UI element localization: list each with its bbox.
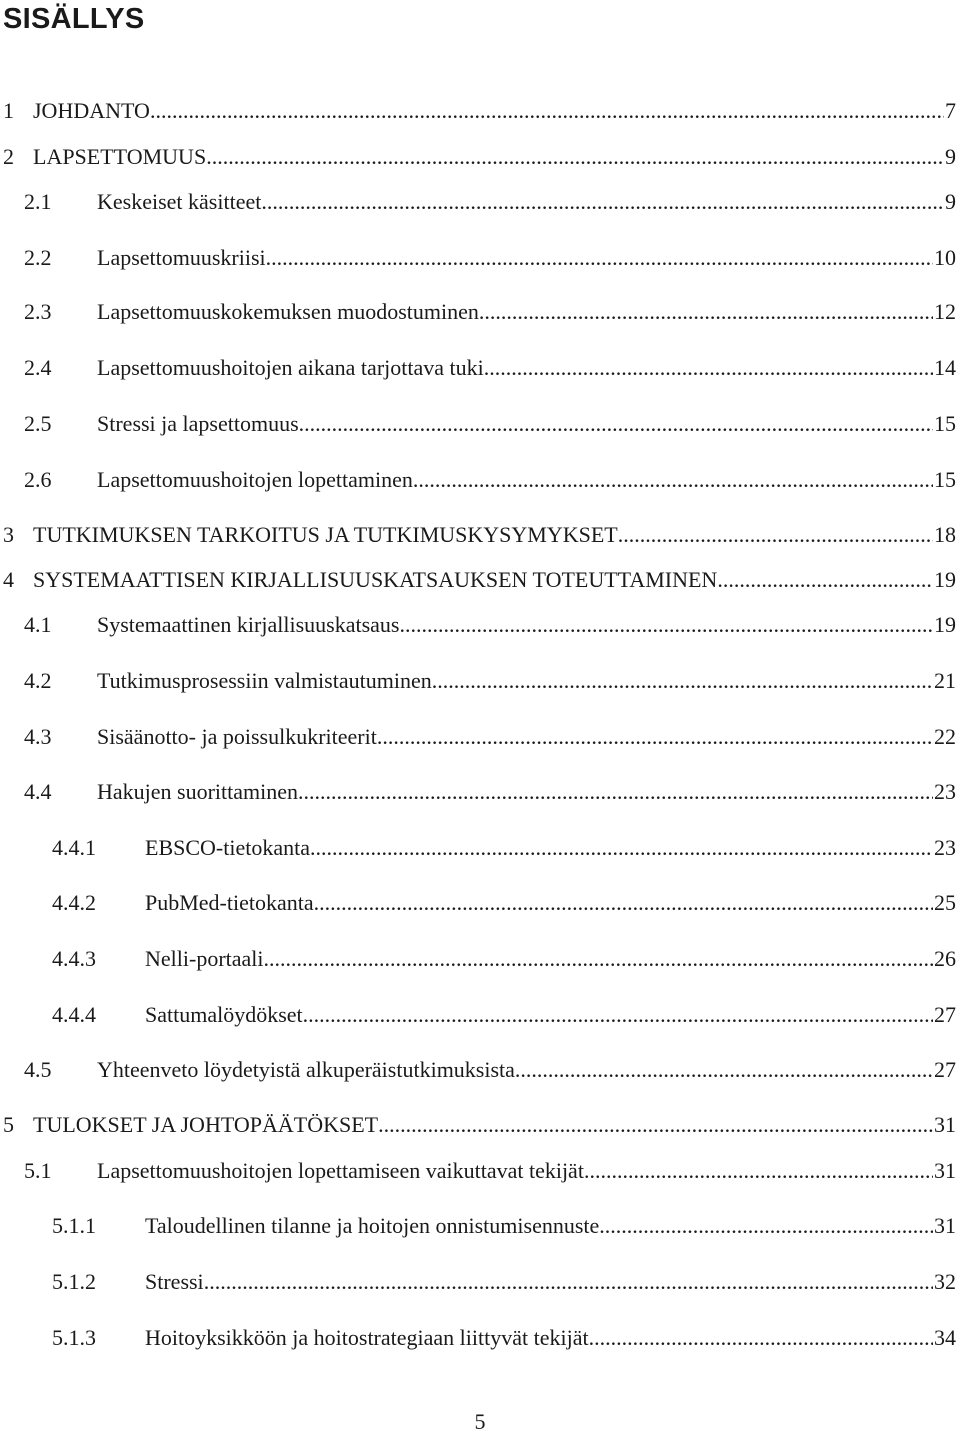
toc-entry-title-line — [145, 1000, 956, 1030]
toc-entry[interactable] — [0, 1000, 958, 1030]
toc-entry-title: Lapsettomuushoitojen aikana tarjottava tuki — [97, 355, 484, 380]
toc-entry-title: Keskeiset käsitteet — [97, 189, 262, 214]
toc-entry-page: 27 — [934, 1002, 956, 1027]
toc-entry-title: Stressi — [145, 1269, 204, 1294]
toc-entry-title-line — [33, 565, 956, 595]
toc-entry[interactable] — [0, 142, 958, 172]
toc-dot-leader — [589, 1323, 933, 1353]
toc-entry-title-line — [33, 96, 956, 126]
toc-entry-page: 26 — [934, 946, 956, 971]
toc-entry-title-line — [145, 833, 956, 863]
toc-entry-number: 5.1.3 — [52, 1325, 96, 1350]
toc-entry-title-line — [145, 888, 956, 918]
toc-entry-page: 14 — [934, 355, 956, 380]
toc-entry-title: SYSTEMAATTISEN KIRJALLISUUSKATSAUKSEN TOTEUTTAMINEN — [33, 567, 718, 592]
toc-entry-page: 25 — [934, 890, 956, 915]
toc-entry[interactable] — [0, 666, 958, 696]
toc-entry-title-line — [33, 520, 956, 550]
toc-entry-number: 2.5 — [24, 411, 52, 436]
toc-entry-page: 9 — [945, 144, 956, 169]
toc-entry-number: 4.4 — [24, 779, 52, 804]
toc-dot-leader — [206, 142, 944, 172]
toc-entry-page: 9 — [945, 189, 956, 214]
toc-entry[interactable] — [0, 944, 958, 974]
toc-dot-leader — [298, 777, 933, 807]
toc-entry[interactable] — [0, 297, 958, 327]
toc-entry-number: 3 — [3, 522, 14, 547]
toc-entry[interactable] — [0, 520, 958, 550]
toc-entry-title: Lapsettomuushoitojen lopettamiseen vaikuttavat tekijät — [97, 1158, 584, 1183]
toc-entry-number: 2 — [3, 144, 14, 169]
toc-dot-leader — [266, 243, 933, 273]
toc-entry-title-line — [97, 409, 956, 439]
toc-entry-number: 2.4 — [24, 355, 52, 380]
toc-dot-leader — [299, 409, 933, 439]
toc-entry-title-line — [145, 1267, 956, 1297]
toc-entry-number: 4.4.3 — [52, 946, 96, 971]
toc-dot-leader — [618, 520, 933, 550]
toc-entry[interactable] — [0, 1267, 958, 1297]
toc-entry-title: Tutkimusprosessiin valmistautuminen — [97, 668, 432, 693]
toc-entry-title-line — [97, 610, 956, 640]
toc-entry[interactable] — [0, 565, 958, 595]
toc-entry-number: 2.2 — [24, 245, 52, 270]
toc-entry-number: 5.1.2 — [52, 1269, 96, 1294]
toc-entry-number: 4 — [3, 567, 14, 592]
toc-dot-leader — [584, 1156, 933, 1186]
toc-entry-title: Taloudellinen tilanne ja hoitojen onnistumisennuste — [145, 1213, 600, 1238]
toc-entry-page: 12 — [934, 299, 956, 324]
toc-entry-title-line — [97, 187, 956, 217]
toc-entry[interactable] — [0, 96, 958, 126]
toc-entry-title: Sisäänotto- ja poissulkukriteerit — [97, 724, 377, 749]
toc-entry-title-line — [97, 1055, 956, 1085]
toc-dot-leader — [264, 944, 933, 974]
toc-entry-title-line — [33, 1110, 956, 1140]
toc-entry[interactable] — [0, 465, 958, 495]
toc-dot-leader — [515, 1055, 933, 1085]
toc-entry[interactable] — [0, 888, 958, 918]
toc-dot-leader — [204, 1267, 933, 1297]
toc-entry-number: 4.2 — [24, 668, 52, 693]
toc-entry-title: Yhteenveto löydetyistä alkuperäistutkimuksista — [97, 1057, 515, 1082]
toc-entry-title-line — [97, 777, 956, 807]
toc-entry[interactable] — [0, 409, 958, 439]
toc-entry-title: Stressi ja lapsettomuus — [97, 411, 299, 436]
toc-entry-number: 4.4.1 — [52, 835, 96, 860]
toc-entry-number: 1 — [3, 98, 14, 123]
toc-entry-number: 2.6 — [24, 467, 52, 492]
toc-entry-page: 7 — [945, 98, 956, 123]
toc-entry-number: 4.4.4 — [52, 1002, 96, 1027]
toc-entry-title-line — [145, 1323, 956, 1353]
toc-entry-title: Hakujen suorittaminen — [97, 779, 299, 804]
toc-dot-leader — [150, 96, 944, 126]
toc-entry[interactable] — [0, 833, 958, 863]
toc-entry-page: 23 — [934, 835, 956, 860]
toc-entry[interactable] — [0, 1323, 958, 1353]
toc-dot-leader — [377, 722, 933, 752]
toc-dot-leader — [413, 465, 933, 495]
page-number: 5 — [474, 1409, 486, 1434]
toc-dot-leader — [378, 1110, 933, 1140]
toc-entry-title: Hoitoyksikköön ja hoitostrategiaan liittyvät tekijät — [145, 1325, 589, 1350]
toc-entry-title: Lapsettomuushoitojen lopettaminen — [97, 467, 413, 492]
toc-dot-leader — [399, 610, 933, 640]
toc-entry-title: PubMed-tietokanta — [145, 890, 314, 915]
toc-dot-leader — [432, 666, 933, 696]
toc-entry-title-line — [97, 666, 956, 696]
toc-entry-number: 4.4.2 — [52, 890, 96, 915]
toc-entry[interactable] — [0, 353, 958, 383]
page-title: SISÄLLYS — [3, 3, 145, 35]
toc-entry-number: 5.1.1 — [52, 1213, 96, 1238]
toc-entry[interactable] — [0, 1211, 958, 1241]
toc-entry-title-line — [97, 297, 956, 327]
toc-dot-leader — [261, 187, 944, 217]
toc-dot-leader — [314, 888, 933, 918]
toc-entry-page: 34 — [934, 1325, 956, 1350]
toc-entry-title: EBSCO-tietokanta — [145, 835, 310, 860]
toc-entry-page: 31 — [934, 1213, 956, 1238]
toc-entry[interactable] — [0, 1110, 958, 1140]
toc-entry-title: JOHDANTO — [33, 98, 150, 123]
toc-entry-page: 19 — [934, 567, 956, 592]
toc-entry-number: 4.1 — [24, 612, 52, 637]
toc-entry-title-line — [145, 944, 956, 974]
toc-entry-number: 4.3 — [24, 724, 52, 749]
toc-entry-page: 19 — [934, 612, 956, 637]
toc-entry-page: 27 — [934, 1057, 956, 1082]
toc-entry-page: 21 — [934, 668, 956, 693]
toc-entry-title: Lapsettomuuskokemuksen muodostuminen — [97, 299, 479, 324]
toc-entry-title: Lapsettomuuskriisi — [97, 245, 266, 270]
toc-dot-leader — [479, 297, 933, 327]
toc-entry-page: 22 — [934, 724, 956, 749]
toc-entry-title: Nelli-portaali — [145, 946, 264, 971]
toc-entry-title-line — [97, 1156, 956, 1186]
toc-entry-page: 31 — [934, 1158, 956, 1183]
toc-entry-page: 18 — [934, 522, 956, 547]
toc-entry-number: 4.5 — [24, 1057, 52, 1082]
toc-entry-title-line — [97, 722, 956, 752]
toc-entry-page: 23 — [934, 779, 956, 804]
toc-entry[interactable] — [0, 722, 958, 752]
toc-entry-title-line — [97, 243, 956, 273]
toc-entry-title: Systemaattinen kirjallisuuskatsaus — [97, 612, 400, 637]
toc-entry-number: 2.1 — [24, 189, 52, 214]
toc-entry-page: 15 — [934, 411, 956, 436]
toc-entry-page: 10 — [934, 245, 956, 270]
toc-entry-number: 5 — [3, 1112, 14, 1137]
toc-entry[interactable] — [0, 187, 958, 217]
toc-entry-title-line — [97, 353, 956, 383]
toc-dot-leader — [717, 565, 933, 595]
toc-dot-leader — [310, 833, 933, 863]
toc-entry-title: LAPSETTOMUUS — [33, 144, 207, 169]
toc-entry[interactable] — [0, 1055, 958, 1085]
toc-entry-page: 31 — [934, 1112, 956, 1137]
toc-entry[interactable] — [0, 1156, 958, 1186]
toc-entry-title: TULOKSET JA JOHTOPÄÄTÖKSET — [33, 1112, 379, 1137]
toc-entry-title: TUTKIMUKSEN TARKOITUS JA TUTKIMUSKYSYMYKSET — [33, 522, 618, 547]
toc-entry-title-line — [145, 1211, 956, 1241]
toc-entry-title-line — [97, 465, 956, 495]
toc-entry-number: 5.1 — [24, 1158, 52, 1183]
toc-dot-leader — [303, 1000, 933, 1030]
toc-dot-leader — [484, 353, 933, 383]
toc-entry[interactable] — [0, 777, 958, 807]
toc-entry-number: 2.3 — [24, 299, 52, 324]
toc-entry[interactable] — [0, 243, 958, 273]
toc-entry[interactable] — [0, 610, 958, 640]
toc-entry-page: 32 — [934, 1269, 956, 1294]
toc-entry-title-line — [33, 142, 956, 172]
toc-entry-page: 15 — [934, 467, 956, 492]
toc-entry-title: Sattumalöydökset — [145, 1002, 303, 1027]
toc-dot-leader — [599, 1211, 933, 1241]
